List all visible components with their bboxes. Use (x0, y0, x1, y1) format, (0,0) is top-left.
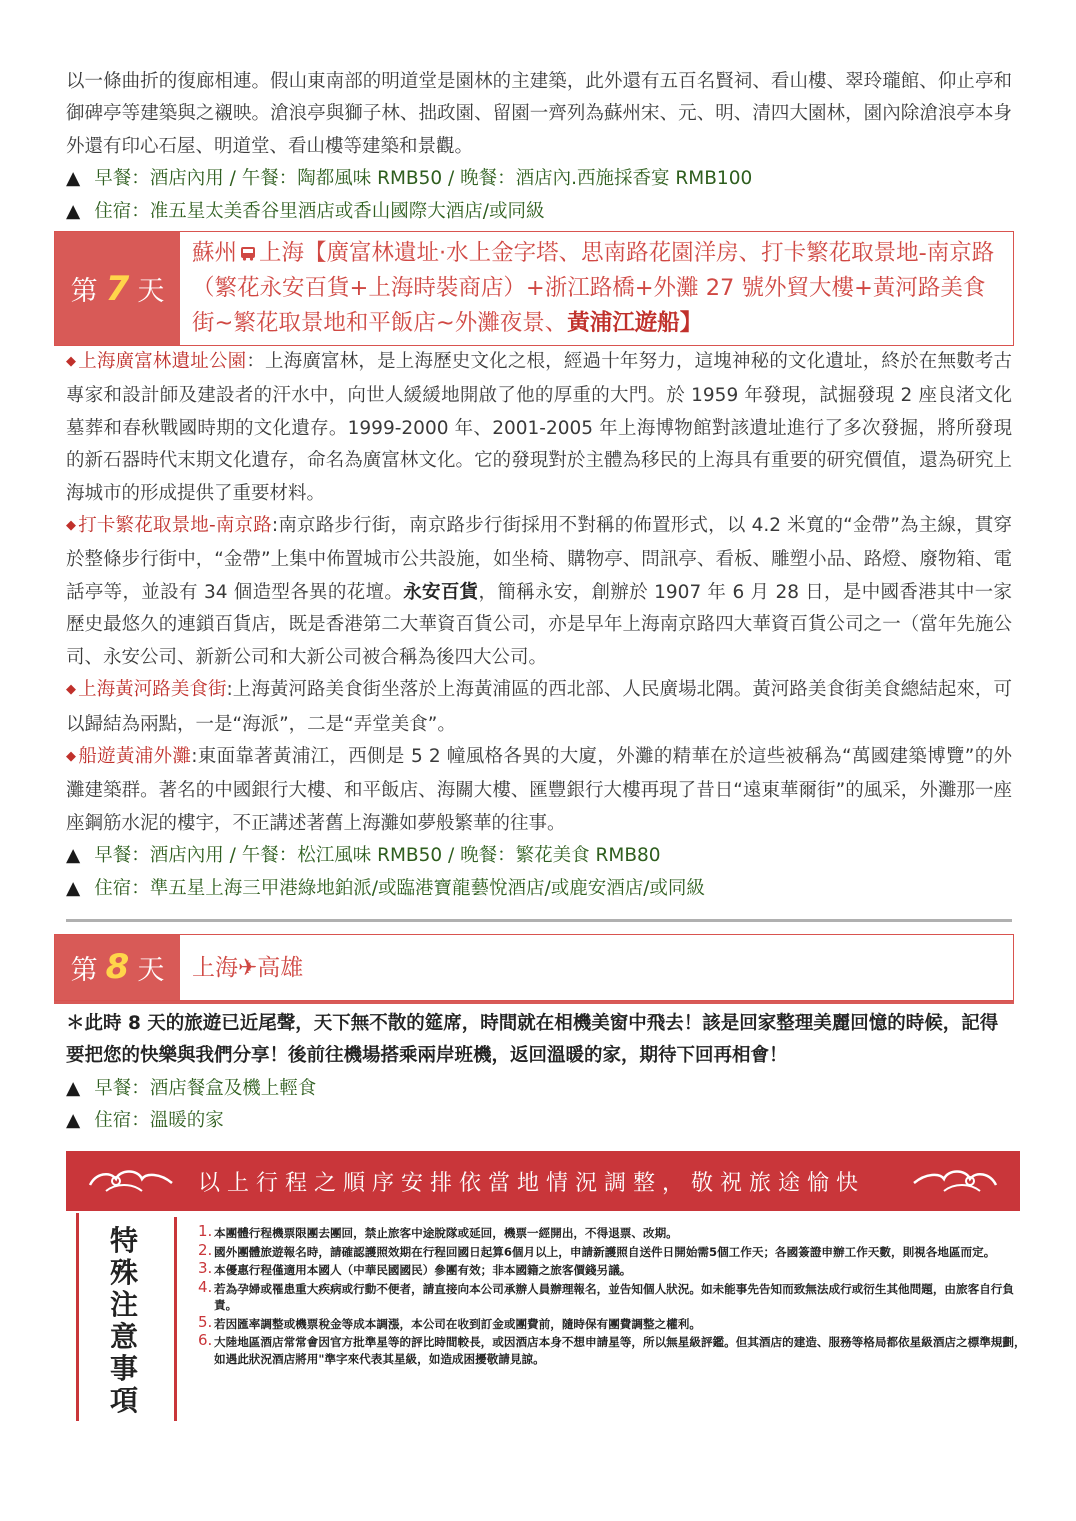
day8-route-title: 上海✈高雄 (192, 954, 304, 981)
diamond-bullet-icon: ◆ (66, 682, 77, 698)
day6-hotel: ▲ 住宿：准五星太美香谷里酒店或香山國際大酒店/或同級 (66, 200, 545, 222)
closing-banner (66, 1151, 1020, 1211)
section-heading: ◆ 上海黃河路美食街 (66, 679, 227, 701)
triangle-bullet-icon: ▲ (66, 1110, 81, 1132)
divider (66, 919, 1012, 922)
cloud-ornament-icon (86, 1163, 176, 1199)
notes-divider-bar (174, 1217, 177, 1421)
day8-number: 8 (105, 947, 130, 988)
diamond-bullet-icon: ◆ (66, 354, 77, 370)
diamond-bullet-icon: ◆ (66, 748, 77, 764)
triangle-bullet-icon: ▲ (66, 1077, 81, 1099)
section-bund-cruise: ◆ 船遊黃浦外灘:東面靠著黃浦江，西側是 5 2 幢風格各異的大廈，外灘的精華在於這些被稱為“萬國建築博覽”的外灘建築群。著名的中國銀行大樓、和平飯店、海關大樓、匯豐銀行大樓再現了昔日“遠東華爾街”的風采，外灘那一座座鋼筋水泥的樓宇，不正講述著舊上海灘如夢般繁華的往事。 (66, 745, 1013, 834)
triangle-bullet-icon: ▲ (66, 845, 81, 867)
cloud-ornament-icon (910, 1163, 1000, 1199)
day7-hotel: ▲ 住宿：準五星上海三甲港綠地鉑派/或臨港寶龍藝悅酒店/或鹿安酒店/或同級 (66, 877, 705, 899)
section-guangfulin: ◆ 上海廣富林遺址公園：上海廣富林，是上海歷史文化之根，經過十年努力，這塊神秘的文化遺址，終於在無數考古專家和設計師及建設者的汗水中，向世人緩緩地開啟了他的厚重的大門。於 1959 年發現，試掘發現 2 座良渚文化墓葬和春秋戰國時期的文化遺存。1999-2000 年、2001-2005 年上海博物館對該遺址進行了多次發掘，將所發現的新石器時代末期文化遺存，命名為廣富林文化。它的發現對於主體為移民的上海具有重要的研究價值，還為研究上海城市的形成提供了重要材料。 (66, 351, 1012, 504)
plane-icon: ✈ (238, 954, 258, 981)
triangle-bullet-icon: ▲ (66, 877, 81, 899)
day6-meals: ▲ 早餐：酒店內用 / 午餐：陶都風味 RMB50 / 晚餐：酒店內.西施採香宴 RMB100 (66, 168, 753, 190)
day7-meals: ▲ 早餐：酒店內用 / 午餐：松江風味 RMB50 / 晚餐：繁花美食 RMB80 (66, 845, 661, 867)
triangle-bullet-icon: ▲ (66, 200, 81, 222)
day7-route-title: 蘇州 上海【廣富林遺址·水上金字塔、思南路花園洋房、打卡繁花取景地-南京路（繁花永安百貨+上海時裝商店）+浙江路橋+外灘 27 號外貿大樓+黃河路美食街~繁花取景地和平飯店~外灘夜景、黃浦江遊船】 (192, 240, 995, 337)
triangle-bullet-icon: ▲ (66, 168, 81, 190)
intro-paragraph: 以一條曲折的復廊相連。假山東南部的明道堂是園林的主建築，此外還有五百名賢祠、看山樓、翠玲瓏館、仰止亭和御碑亭等建築與之襯映。滄浪亭與獅子林、拙政園、留園一齊列為蘇州宋、元、明、清四大園林，園內除滄浪亭本身外還有印心石屋、明道堂、看山樓等建築和景觀。 (66, 71, 1012, 157)
banner-text: 以上行程之順序安排依當地情況調整，敬祝旅途愉快 (198, 1170, 866, 1196)
diamond-bullet-icon: ◆ (66, 518, 77, 534)
special-notes (66, 1213, 1026, 1423)
day8-underline (54, 1001, 1014, 1004)
day7-header (54, 231, 1014, 346)
section-heading: ◆ 上海廣富林遺址公園 (66, 351, 247, 373)
list-item: 3. 本優惠行程僅適用本國人（中華民國國民）參團有效；非本國籍之旅客價錢另議。 (198, 1259, 632, 1277)
bus-icon (239, 244, 257, 262)
day8-hotel: ▲ 住宿：溫暖的家 (66, 1110, 224, 1132)
day8-note: ＊此時 8 天的旅遊已近尾聲，天下無不散的筵席，時間就在相機美窗中飛去！該是回家整理美麗回憶的時候，記得要把您的快樂與我們分享！後前往機場搭乘兩岸班機，返回溫暖的家，期待下回再相會！ (66, 1012, 999, 1067)
list-item: 5. 若因匯率調整或機票稅金等成本調漲，本公司在收到訂金或團費前，隨時保有團費調整之權利。 (198, 1312, 701, 1331)
day8-header (54, 934, 1014, 1001)
day7-number: 7 (105, 268, 130, 309)
section-huanghe-road: ◆ 上海黃河路美食街:上海黃河路美食街坐落於上海黃浦區的西北部、人民廣場北隅。黃河路美食街美食總結起來，可以歸結為兩點，一是“海派”，二是“弄堂美食”。 (66, 679, 1012, 735)
notes-left-bar (76, 1213, 79, 1421)
list-item: 1. 本團體行程機票限團去團回，禁止旅客中途脫隊或延回，機票一經開出，不得退票、改期。 (198, 1222, 678, 1240)
list-item: 6. 大陸地區酒店常常會因官方批準星等的評比時間較長，或因酒店本身不想申請星等，所以無星級評鑑。但其酒店的建造、服務等格局都依星級酒店之標準規劃，如遇此狀況酒店將用"準字來代表其星級，如造成困擾敬請見諒。 (198, 1331, 1026, 1366)
itinerary-page (66, 66, 1012, 1138)
section-heading: ◆ 船遊黃浦外灘 (66, 745, 192, 767)
section-nanjing-road: ◆ 打卡繁花取景地-南京路:南京路步行街，南京路步行街採用不對稱的佈置形式，以 4.2 米寬的“金帶”為主線，貫穿於整條步行街中，“金帶”上集中佈置城市公共設施，如坐椅、購物亭、問訊亭、看板、雕塑小品、路燈、廢物箱、電話亭等，並設有 34 個造型各異的花壇。永安百貨，簡稱永安，創辦於 1907 年 6 月 28 日，是中國香港其中一家歷史最悠久的連鎖百貨店，既是香港第二大華資百貨公司，亦是早年上海南京路四大華資百貨公司之一（當年先施公司、永安公司、新新公司和大新公司被合稱為後四大公司。 (66, 515, 1012, 668)
notes-title: 特殊注意事項 (110, 1224, 139, 1417)
list-item: 2. 國外團體旅遊報名時，請確認護照效期在行程回國日起算6個月以上，申請新護照自送件日開始需5個工作天；各國簽證申辦工作天數，則視各地區而定。 (198, 1240, 996, 1259)
day7-badge: 第 7 天 (55, 232, 180, 345)
notes-list (198, 1222, 1028, 1369)
list-item: 4. 若為孕婦或罹患重大疾病或行動不便者，請直接向本公司承辦人員辦理報名，並告知個人狀況。如未能事先告知而致無法成行或衍生其他問題，由旅客自行負責。 (198, 1277, 1014, 1312)
day8-meals: ▲ 早餐：酒店餐盒及機上輕食 (66, 1077, 317, 1099)
section-heading: ◆ 打卡繁花取景地-南京路 (66, 515, 272, 537)
day8-badge: 第 8 天 (55, 935, 180, 1000)
